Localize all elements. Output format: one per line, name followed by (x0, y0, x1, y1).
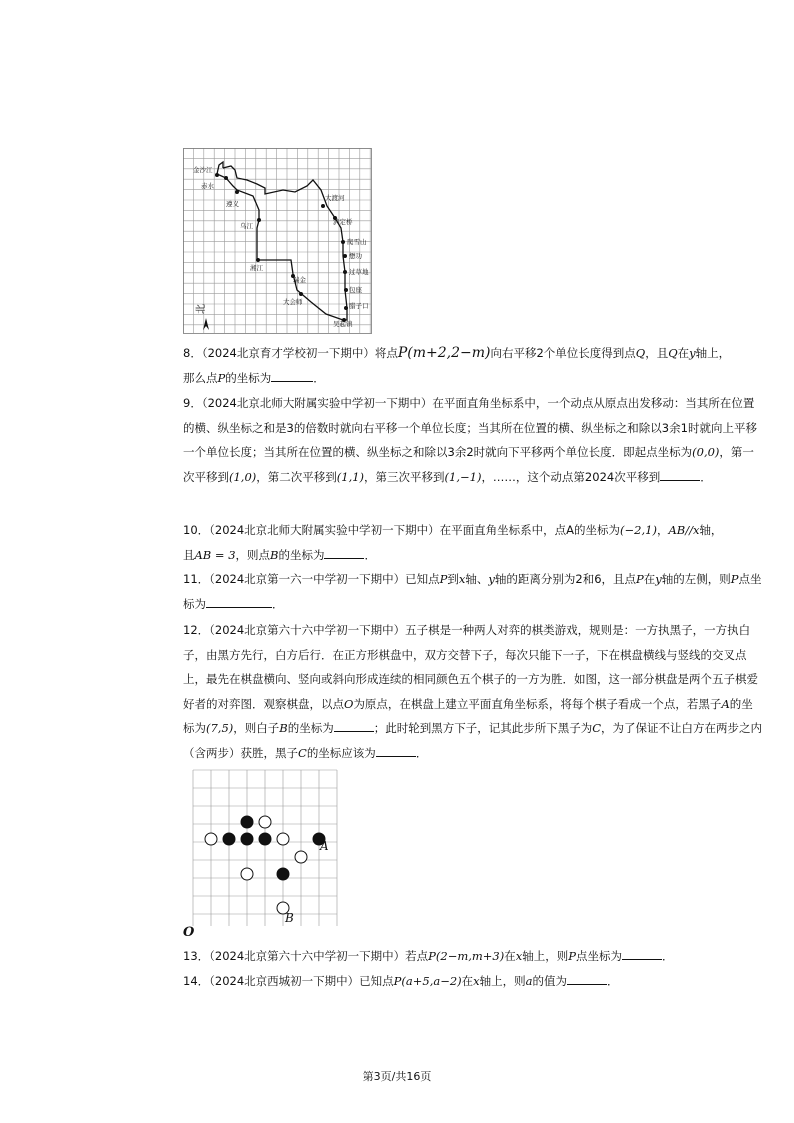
question-10 (183, 518, 763, 567)
math-symbol: Q (635, 346, 646, 360)
question-text: 轴上，则 (479, 974, 526, 988)
question-text: ． (607, 974, 619, 988)
question-text: 到 (447, 572, 459, 586)
question-text: 的坐标为 (183, 696, 753, 735)
question-text: 为原点，在棋盘上建立平面直角坐标系，将每个棋子看成一个点，若黑子 (353, 696, 722, 711)
math-expression: (−2,1) (620, 523, 657, 537)
place-label: 赤水 (201, 182, 214, 190)
question-text: ． (364, 547, 376, 562)
math-symbol: x (458, 572, 466, 586)
white-stone (241, 868, 253, 880)
question-14 (183, 969, 763, 994)
question-text: ． (700, 469, 712, 484)
question-text: ． (662, 949, 674, 963)
question-text: 的坐标为 (287, 721, 334, 735)
black-stone (223, 833, 235, 845)
black-stone (277, 868, 289, 880)
math-symbol: C (298, 745, 307, 760)
question-text: 点坐标为 (183, 572, 762, 611)
answer-blank[interactable] (567, 970, 607, 985)
question-number: 12． (183, 623, 210, 637)
question-text: ，第三次平移到 (364, 469, 445, 484)
question-text: ． (415, 745, 428, 760)
question-source: （2024北京第六十六中学初一下期中） (209, 949, 406, 963)
question-text: 的坐标为 (278, 547, 325, 562)
question-text: 轴的左侧，则 (661, 572, 731, 586)
question-text: 那么点 (183, 370, 218, 385)
answer-blank[interactable] (376, 742, 416, 757)
question-number: 9． (183, 396, 202, 410)
math-symbol: y (488, 572, 495, 586)
place-label: 泸定桥 (333, 218, 353, 226)
math-expression: P(2−m,m+3) (428, 949, 505, 963)
math-symbol: C (592, 721, 602, 735)
math-symbol: P (217, 370, 226, 385)
math-symbol: x (515, 949, 523, 963)
math-expression: AB//x (668, 523, 700, 537)
point-a-label: A (320, 839, 329, 853)
math-symbol: y (655, 572, 662, 586)
math-symbol: y (689, 346, 696, 360)
place-label: 大渡河 (325, 194, 345, 202)
black-stone (259, 833, 271, 845)
white-stone (277, 833, 289, 845)
question-text: 在 (677, 346, 690, 360)
answer-blank[interactable] (206, 593, 272, 608)
math-symbol: P (439, 572, 448, 586)
place-label: 过草地 (349, 268, 369, 276)
answer-blank[interactable] (271, 367, 313, 382)
place-label: 瑞金 (293, 276, 306, 284)
place-label: 湘江 (250, 264, 263, 272)
answer-blank[interactable] (324, 544, 364, 559)
math-expression: (7,5) (206, 721, 234, 735)
question-text: 在平面直角坐标系中，一个动点从原点出发移动：当其所在位置的横、纵坐标之和是3的倍数时就向右平移一个单位长度；当其所在位置的横、纵坐标之和除以3余1时就向上平移一个单位长度；当其所在位置的横、纵坐标之和除以3余2时就向下平移两个单位长度．即起点坐标为 (183, 396, 757, 459)
math-symbol: a (525, 974, 533, 988)
question-text: ，且 (645, 346, 669, 360)
origin-label: O (183, 925, 195, 940)
question-source: （2024北京西城初一下期中） (209, 974, 360, 988)
black-stone (241, 816, 253, 828)
question-text: 向右平移2个单位长度得到点 (490, 346, 636, 360)
question-source: （2024北京育才学校初一下期中） (201, 346, 375, 360)
question-text: ，……，这个动点第2024次平移到 (481, 469, 661, 484)
answer-blank[interactable] (660, 466, 700, 481)
white-stone (295, 851, 307, 863)
question-source: （2024北京第六十六中学初一下期中） (209, 623, 406, 637)
question-text: ，第二次平移到 (256, 469, 337, 484)
question-text: 的值为 (532, 974, 567, 988)
question-text: 五子棋是一种两人对弈的棋类游戏，规则是：一方执黑子，一方执白子，由黑方先行，白方后行．在正方形棋盘中，双方交替下子，每次只能下一子，下在棋盘横线与竖线的交叉点上，最先在棋盘横向、竖向或斜向形成连续的相同颜色五个棋子的一方为胜．如图，这一部分棋盘是两个五子棋爱好者的对弈图．观察棋盘，以点 (183, 623, 758, 711)
place-label: 大会师 (283, 298, 303, 306)
math-expression: (0,0) (692, 445, 720, 459)
math-expression: P(m+2,2−m) (397, 345, 491, 361)
north-label: 北 (196, 304, 207, 314)
question-text: ，则点 (235, 547, 271, 562)
place-label: 乌江 (240, 222, 253, 230)
question-text: 在平面直角坐标系中，点A的坐标为 (439, 523, 621, 537)
question-source: （2024北京北师大附属实验中学初一下期中） (209, 523, 440, 537)
question-number: 8． (183, 346, 202, 360)
question-11 (183, 567, 763, 616)
question-text: 轴， (699, 523, 723, 537)
question-text: 轴上，则 (522, 949, 569, 963)
question-text: 已知点 (405, 572, 440, 586)
question-text: ，为了保证不让白方在两步之内（含两步）获胜，黑子 (183, 721, 763, 760)
question-text: 且 (183, 547, 195, 562)
question-12 (183, 618, 763, 765)
question-number: 11． (183, 572, 210, 586)
place-label: 包座 (349, 286, 362, 294)
place-label: 爬雪山 (347, 238, 367, 246)
question-text: 在 (643, 572, 656, 586)
math-expression: (1,−1) (444, 469, 482, 484)
answer-blank[interactable] (334, 717, 374, 732)
answer-blank[interactable] (622, 945, 662, 960)
black-stone (241, 833, 253, 845)
question-number: 13． (183, 949, 210, 963)
question-text: 轴上， (695, 346, 731, 360)
place-label: 吴起镇 (333, 320, 353, 328)
math-expression: P(a+5,a−2) (393, 974, 462, 988)
question-text: 在 (461, 974, 474, 988)
place-label: 腊子口 (349, 302, 369, 310)
place-label: 遵义 (226, 200, 239, 208)
math-symbol: B (270, 547, 279, 562)
question-text: 轴、 (465, 572, 489, 586)
question-13 (183, 944, 763, 969)
question-text: 点坐标为 (576, 949, 622, 963)
question-text: ． (272, 596, 284, 611)
page-footer: 第3页/共16页 (362, 1070, 432, 1083)
question-text: 的坐标为 (225, 370, 272, 385)
question-text: ；此时轮到黑方下子，记其此步所下黑子为 (373, 721, 593, 735)
question-text: 在 (504, 949, 516, 963)
math-symbol: B (279, 721, 288, 735)
question-text: 轴的距离分别为2和6，且点 (494, 572, 637, 586)
question-number: 10． (183, 523, 210, 537)
question-source: （2024北京第一六一中学初一下期中） (209, 572, 406, 586)
question-9 (183, 391, 763, 489)
question-number: 14． (183, 974, 210, 988)
math-expression: (1,0) (229, 469, 257, 484)
place-label: 金沙江 (193, 166, 213, 174)
question-text: ， (656, 523, 669, 537)
question-text: ，第一次平移到 (183, 445, 754, 484)
long-march-map (183, 148, 372, 334)
question-text: 若点 (405, 949, 429, 963)
math-symbol: P (636, 572, 644, 586)
question-text: 已知点 (359, 974, 394, 988)
question-text: ，则白子 (233, 721, 280, 735)
math-expression: (1,1) (336, 469, 365, 484)
question-text: 将点 (374, 346, 398, 360)
march-route (217, 162, 347, 320)
north-arrow-icon (195, 304, 209, 330)
math-symbol: P (730, 572, 739, 586)
math-symbol: A (721, 696, 730, 711)
math-symbol: P (568, 949, 576, 963)
question-source: （2024北京北师大附属实验中学初一下期中） (201, 396, 433, 410)
math-symbol: O (344, 696, 354, 711)
math-expression: AB = 3 (194, 547, 236, 562)
question-8 (183, 341, 763, 390)
white-stone (205, 833, 217, 845)
gomoku-board (183, 768, 343, 940)
point-b-label: B (285, 911, 294, 925)
math-symbol: x (473, 974, 480, 988)
question-text: 的坐标应该为 (306, 745, 376, 760)
white-stone (259, 816, 271, 828)
place-label: 懋功 (349, 252, 362, 260)
question-text: ． (313, 370, 325, 385)
math-symbol: Q (668, 346, 678, 360)
